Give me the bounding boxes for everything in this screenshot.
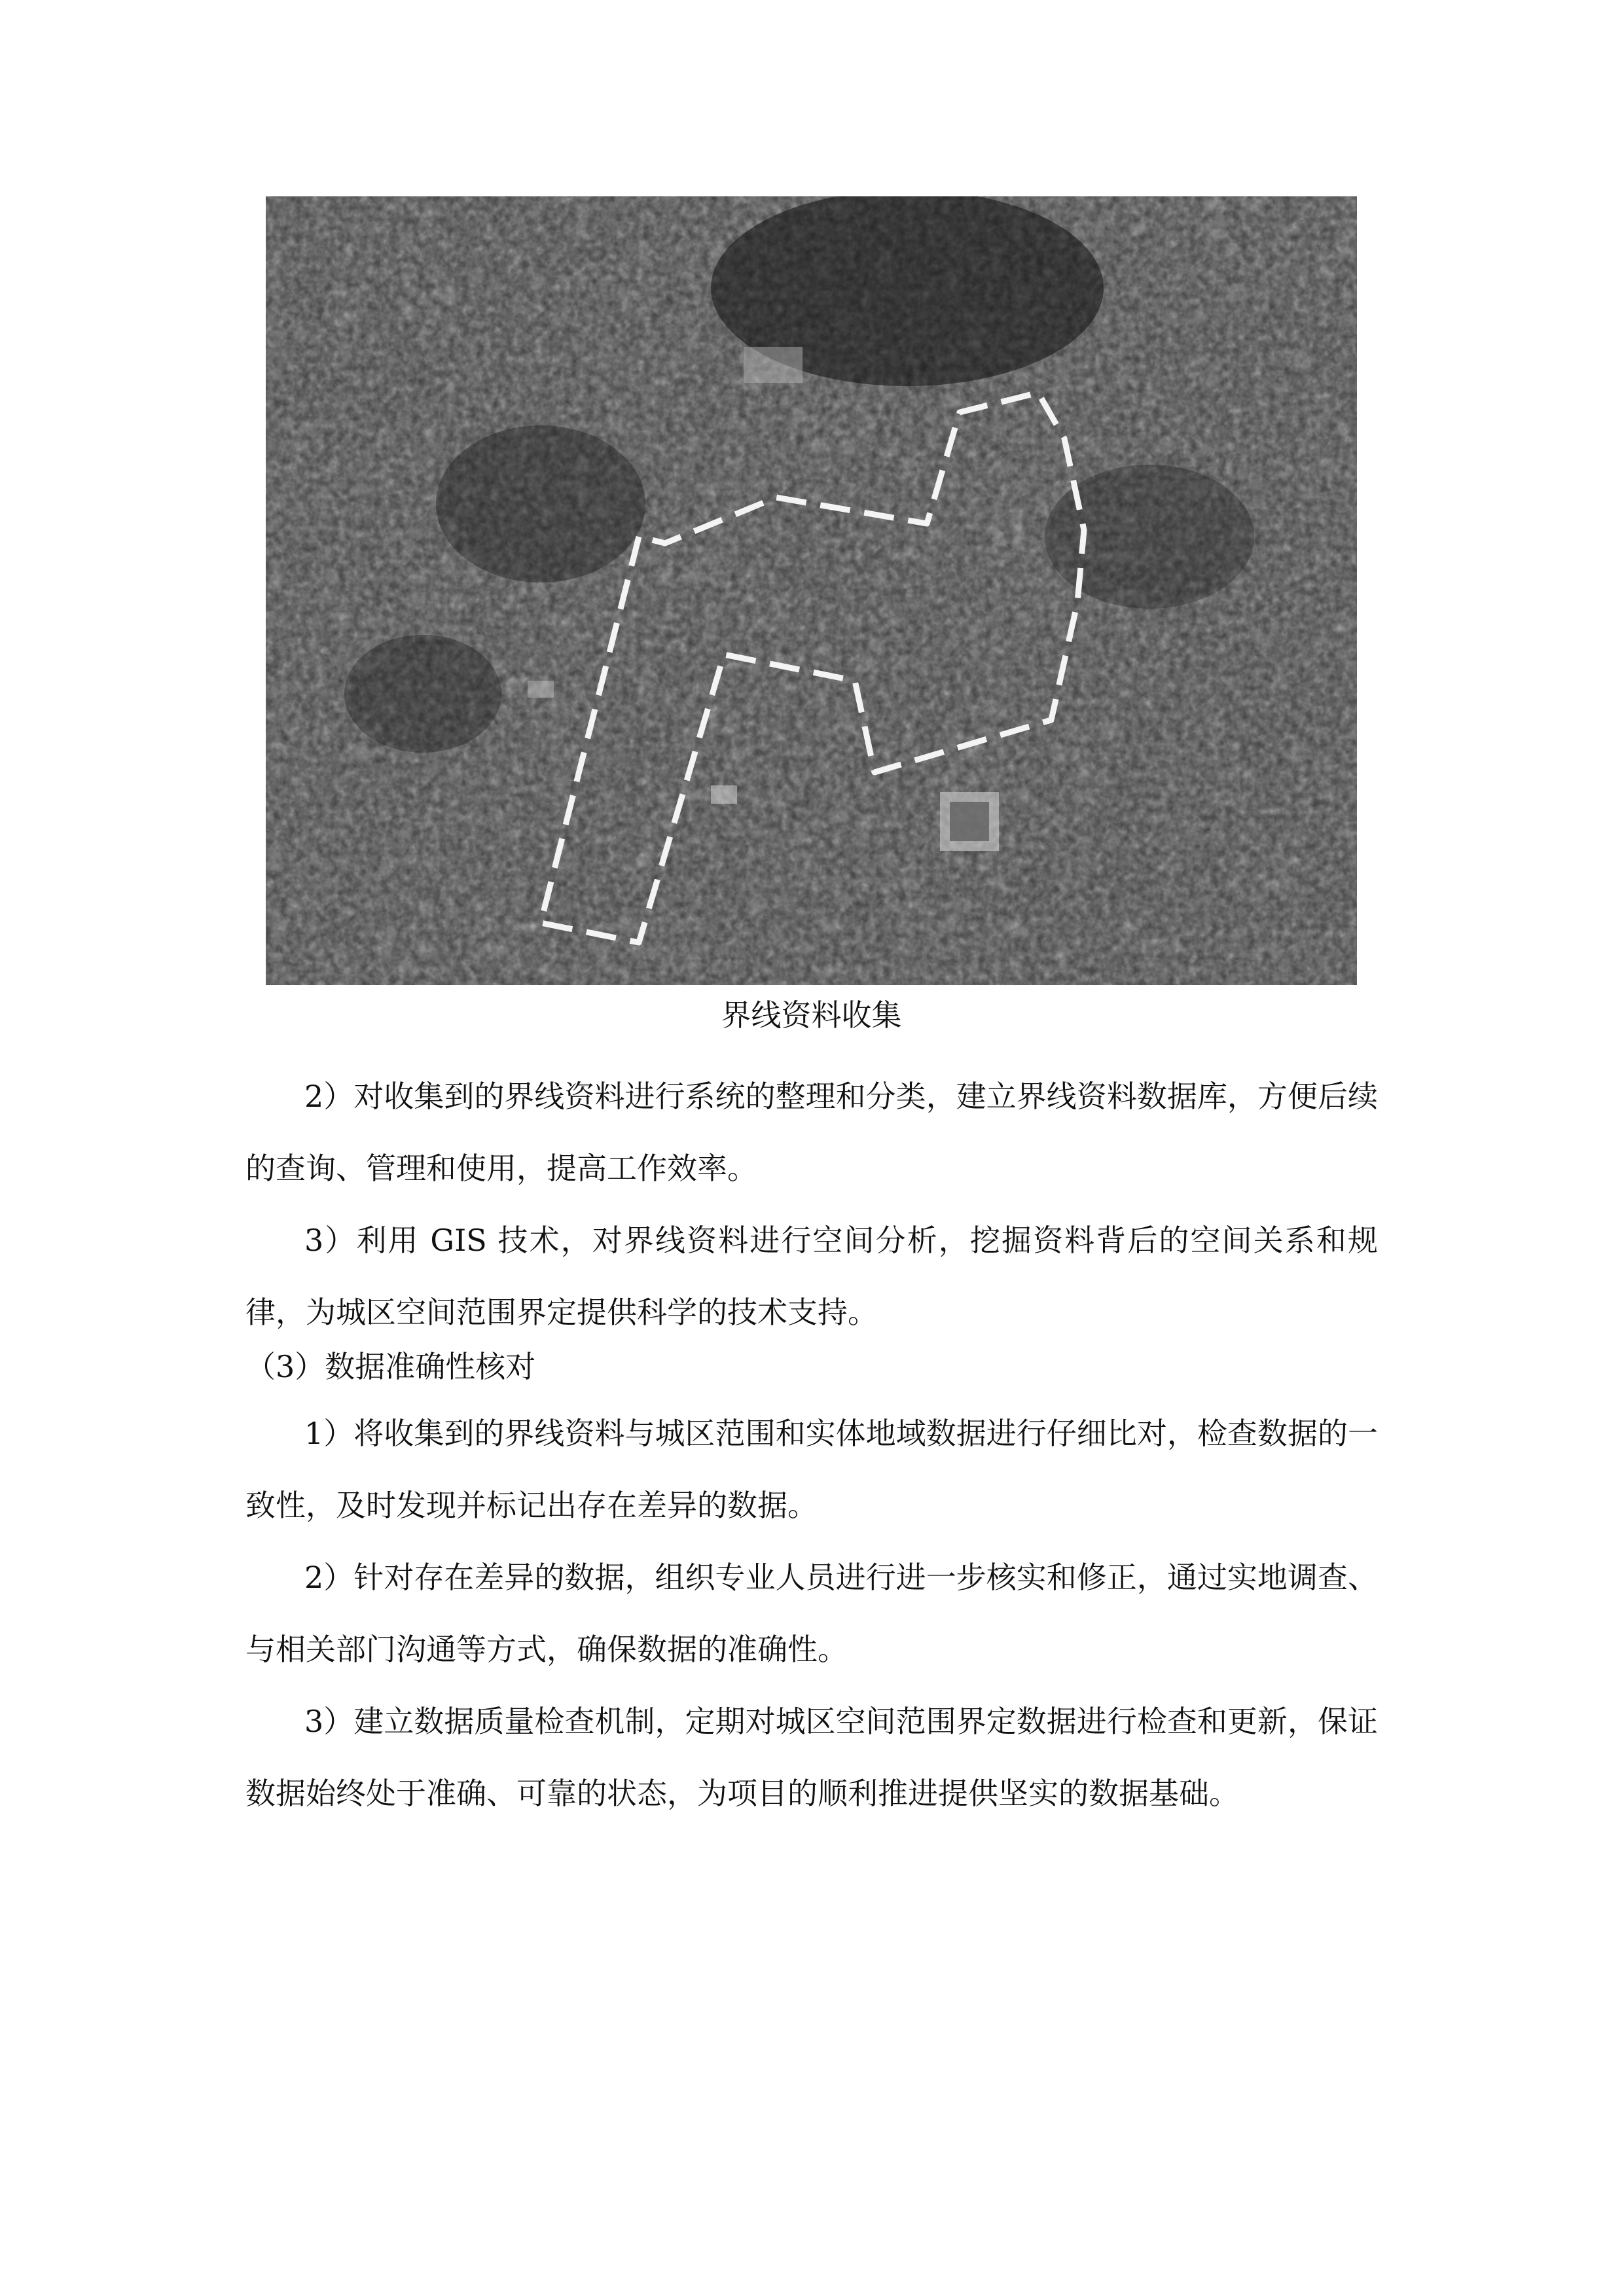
paragraph-quality-mechanism: 3）建立数据质量检查机制，定期对城区空间范围界定数据进行检查和更新，保证数据始终处于准确、可靠的状态，为项目的顺利推进提供坚实的数据基础。	[245, 1704, 1378, 1811]
paragraph-gis-analysis: 3）利用 GIS 技术，对界线资料进行空间分析，挖掘资料背后的空间关系和规律，为城区空间范围界定提供科学的技术支持。	[245, 1223, 1378, 1330]
aerial-photo	[266, 196, 1357, 985]
paragraph-verify-correct: 2）针对存在差异的数据，组织专业人员进行进一步核实和修正，通过实地调查、与相关部门沟通等方式，确保数据的准确性。	[245, 1560, 1378, 1667]
aerial-photo-graphic	[266, 196, 1357, 985]
section-heading-accuracy-check: （3）数据准确性核对	[245, 1349, 536, 1384]
paragraph-compare-data: 1）将收集到的界线资料与城区范围和实体地域数据进行仔细比对，检查数据的一致性，及时发现并标记出存在差异的数据。	[245, 1416, 1378, 1523]
figure-caption: 界线资料收集	[721, 997, 902, 1033]
paragraph-organize-data: 2）对收集到的界线资料进行系统的整理和分类，建立界线资料数据库，方便后续的查询、管理和使用，提高工作效率。	[245, 1079, 1378, 1186]
